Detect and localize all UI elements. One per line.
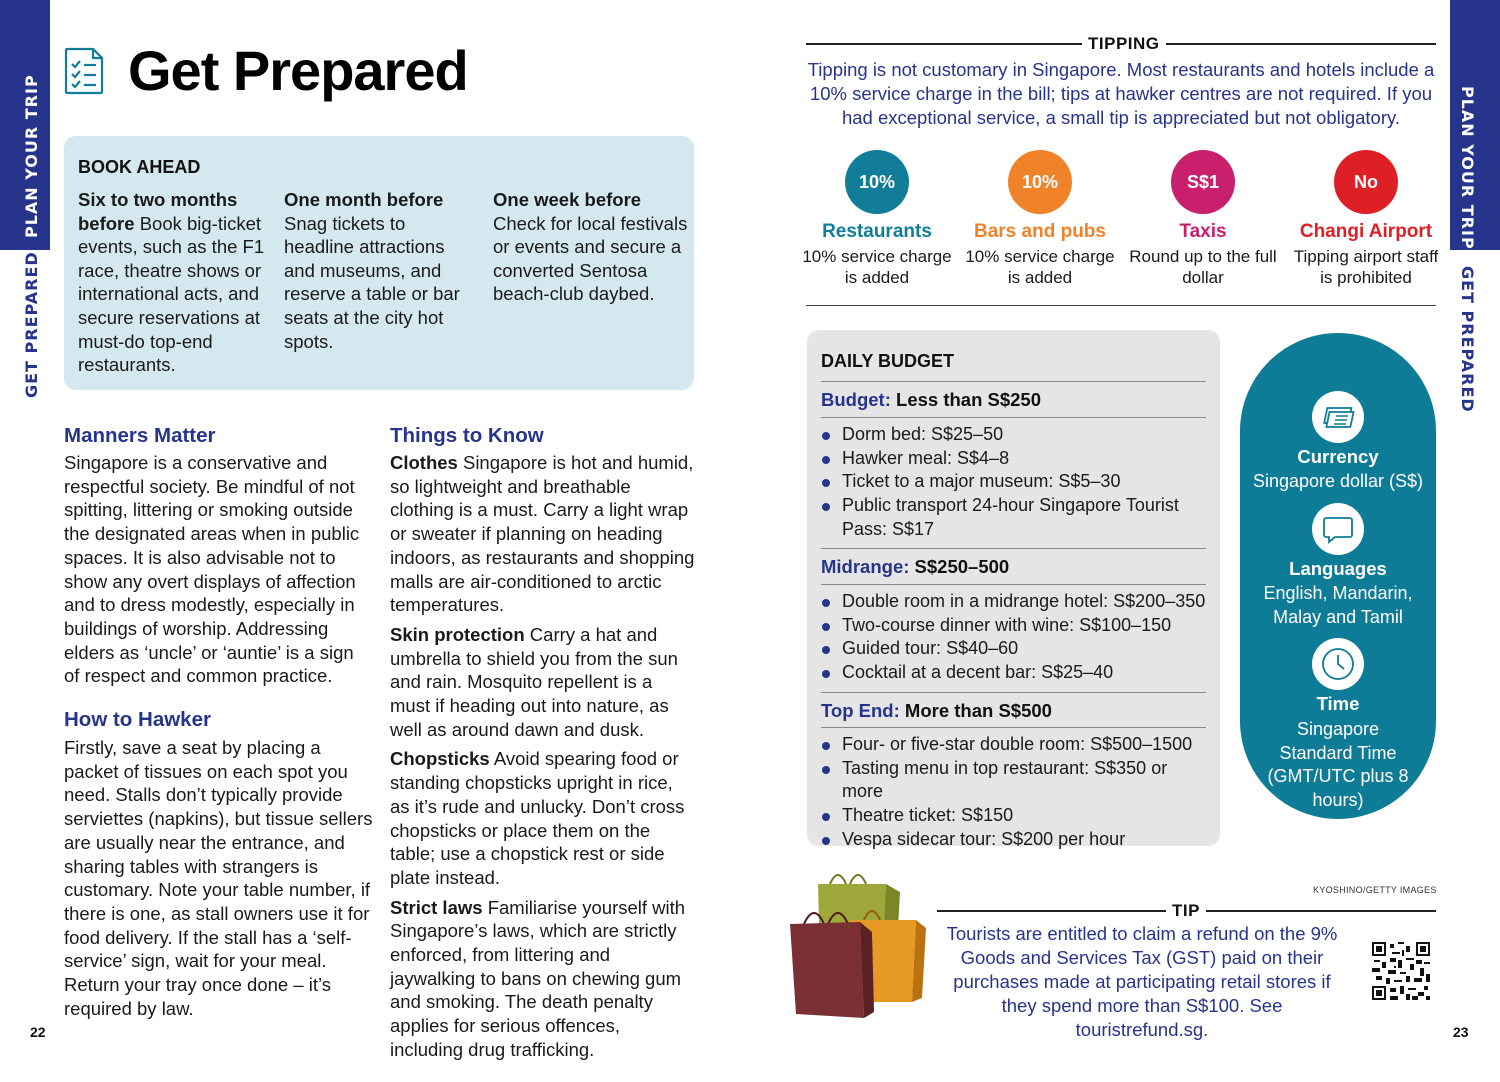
- budget-tier-heading: [821, 389, 1041, 411]
- item-lead: Clothes: [390, 452, 458, 473]
- hawker-text: Firstly, save a seat by placing a packet of tissues on each spot you need. Stalls don’t typically provide serviettes (napkins), but tissue sellers are usually near the entrance, and sharing tables with strangers is customary. Note your table number, if there is one, as stall owners use it for food delivery. If the stall has a ‘self-service’ sign, wait for your meal. Return your tray once done – it’s required by law.: [64, 737, 373, 1019]
- budget-list: [821, 590, 1211, 685]
- things-to-know-item: [390, 451, 695, 617]
- tip-item-airport: [1286, 150, 1446, 288]
- tier-name: Midrange:: [821, 556, 910, 577]
- currency-text: Singapore dollar (S$): [1252, 471, 1424, 491]
- currency-heading: Currency: [1297, 446, 1379, 467]
- tipping-bottom-rule: [806, 305, 1436, 306]
- budget-item: Four- or five-star double room: S$500–1500: [821, 733, 1211, 757]
- daily-budget-heading: DAILY BUDGET: [821, 351, 955, 371]
- budget-item: Theatre ticket: S$150: [821, 804, 1211, 828]
- languages-heading: Languages: [1289, 558, 1387, 579]
- tip-name: Restaurants: [822, 221, 932, 242]
- budget-tier-heading: [821, 556, 1009, 578]
- time-heading: Time: [1316, 693, 1360, 714]
- divider: [821, 584, 1206, 585]
- budget-item: Dorm bed: S$25–50: [821, 423, 1211, 447]
- tip-badge: S$1: [1171, 150, 1235, 214]
- manners-heading: Manners Matter: [64, 424, 216, 447]
- tip-item-taxis: [1123, 150, 1283, 288]
- divider: [821, 417, 1206, 418]
- photo-credit: KYOSHINO/GETTY IMAGES: [1313, 885, 1437, 895]
- page-number-right: 23: [1453, 1024, 1469, 1040]
- budget-item: Vespa sidecar tour: S$200 per hour: [821, 828, 1211, 852]
- tier-name: Top End:: [821, 700, 900, 721]
- left-side-section-label: GET PREPARED: [22, 251, 41, 398]
- book-ahead-column-text: Snag tickets to headline attractions and museums, and reserve a table or bar seats at the city hot spots.: [284, 212, 460, 352]
- book-ahead-heading: BOOK AHEAD: [78, 157, 201, 177]
- things-to-know-item: [390, 896, 695, 1062]
- budget-item: Double room in a midrange hotel: S$200–350: [821, 590, 1211, 614]
- budget-item: Ticket to a major museum: S$5–30: [821, 470, 1211, 494]
- budget-item: Tasting menu in top restaurant: S$350 or more: [821, 757, 1211, 804]
- tier-name: Budget:: [821, 389, 891, 410]
- hawker-heading: How to Hawker: [64, 708, 211, 731]
- budget-tier-heading: [821, 700, 1052, 722]
- things-to-know-list: [390, 451, 695, 1068]
- tip-item-bars: [960, 150, 1120, 288]
- tip-name: Changi Airport: [1299, 221, 1433, 242]
- tip-badge: 10%: [1008, 150, 1072, 214]
- budget-item: Guided tour: S$40–60: [821, 637, 1211, 661]
- manners-text: Singapore is a conservative and respectful society. Be mindful of not spitting, littering or smoking outside the designated areas when in public spaces. It is also advisable not to show any overt displays of affection and to dress modestly, especially in buildings of worship. Addressing elders as ‘uncle’ or ‘auntie’ is a sign of respect and common practice.: [64, 452, 360, 687]
- budget-item: Two-course dinner with wine: S$100–150: [821, 614, 1211, 638]
- languages-text: English, Mandarin, Malay and Tamil: [1263, 583, 1413, 627]
- money-icon: [1312, 391, 1364, 443]
- things-to-know-item: [390, 623, 695, 742]
- book-ahead-column: [284, 188, 474, 353]
- item-text: Familiarise yourself with Singapore’s laws, which are strictly enforced, from littering and jaywalking to bans on chewing gum and smoking. The death penalty applies for serious offences, including drug trafficking.: [390, 896, 686, 1060]
- budget-list: [821, 733, 1211, 852]
- tip-name: Taxis: [1179, 221, 1227, 242]
- item-text: Singapore is hot and humid, so lightweight and breathable clothing is a must. Carry a light wrap or sweater if planning on heading indoors, as restaurants and shopping malls are air-conditioned to arctic temperatures.: [390, 452, 695, 616]
- divider: [821, 692, 1206, 693]
- page-title: Get Prepared: [128, 39, 468, 102]
- tip-badge: No: [1334, 150, 1398, 214]
- tip-item-restaurants: [797, 150, 957, 288]
- item-lead: Strict laws: [390, 896, 483, 918]
- tip-desc: 10% service charge is added: [965, 247, 1115, 287]
- tipping-label: TIPPING: [1082, 34, 1166, 54]
- divider: [821, 548, 1206, 549]
- divider: [821, 381, 1206, 382]
- book-ahead-column: [493, 188, 688, 306]
- book-ahead-column: [78, 188, 268, 377]
- right-side-tab-label: PLAN YOUR TRIP: [1458, 86, 1477, 250]
- tip-desc: Tipping airport staff is prohibited: [1293, 247, 1439, 287]
- budget-item: Public transport 24-hour Singapore Tourist Pass: S$17: [821, 494, 1191, 541]
- tip-desc: 10% service charge is added: [802, 247, 952, 287]
- book-ahead-column-text: Check for local festivals or events and secure a converted Sentosa beach-club daybed.: [493, 212, 688, 305]
- speech-bubble-icon: [1312, 503, 1364, 555]
- budget-item: Cocktail at a decent bar: S$25–40: [821, 661, 1211, 685]
- tip-label: TIP: [1166, 901, 1206, 921]
- item-lead: Chopsticks: [390, 748, 490, 770]
- tip-name: Bars and pubs: [974, 221, 1106, 242]
- tip-desc: Round up to the full dollar: [1129, 247, 1277, 287]
- tip-text: Tourists are entitled to claim a refund on the 9% Goods and Services Tax (GST) paid on their purchases made at participating retail stores if they spend more than S$100. See touristrefund.sg.: [946, 923, 1338, 1040]
- things-to-know-heading: Things to Know: [390, 424, 544, 447]
- item-text: Carry a hat and umbrella to shield you from the sun and rain. Mosquito repellent is a must if heading out into nature, as well as around dawn and dusk.: [390, 623, 678, 740]
- book-ahead-column-lead: One month before: [284, 189, 444, 210]
- clock-icon: [1312, 638, 1364, 690]
- page-number-left: 22: [30, 1024, 46, 1040]
- shopping-bags-image: [788, 872, 928, 1022]
- tier-value: S$250–500: [914, 556, 1010, 577]
- tip-badge: 10%: [845, 150, 909, 214]
- budget-item: Hawker meal: S$4–8: [821, 447, 1211, 471]
- tier-value: More than S$500: [904, 700, 1052, 721]
- left-side-tab-label: PLAN YOUR TRIP: [22, 74, 41, 238]
- book-ahead-column-text: Book big-ticket events, such as the F1 race, theatre shows or international acts, and secure reservations at must-do top-end restaurants.: [78, 212, 265, 376]
- item-lead: Skin protection: [390, 623, 525, 645]
- checklist-icon: [63, 47, 105, 95]
- tipping-intro: Tipping is not customary in Singapore. Most restaurants and hotels include a 10% service charge in the bill; tips at hawker centres are not required. If you had exceptional service, a small tip is appreciated but not obligatory.: [807, 59, 1435, 128]
- budget-list: [821, 423, 1211, 542]
- qr-code-icon[interactable]: [1372, 942, 1430, 1000]
- divider: [821, 727, 1206, 728]
- tier-value: Less than S$250: [896, 389, 1042, 410]
- book-ahead-column-lead: Six to two months before: [78, 189, 238, 234]
- item-text: Avoid spearing food or standing chopsticks upright in rice, as it’s rude and unlucky. Don’t cross chopsticks or place them on the table; use a chopstick rest or side plate instead.: [390, 748, 685, 888]
- time-text: Singapore Standard Time (GMT/UTC plus 8 hours): [1267, 719, 1409, 811]
- right-side-section-label: GET PREPARED: [1458, 266, 1477, 413]
- things-to-know-item: [390, 747, 695, 889]
- book-ahead-column-lead: One week before: [493, 189, 642, 210]
